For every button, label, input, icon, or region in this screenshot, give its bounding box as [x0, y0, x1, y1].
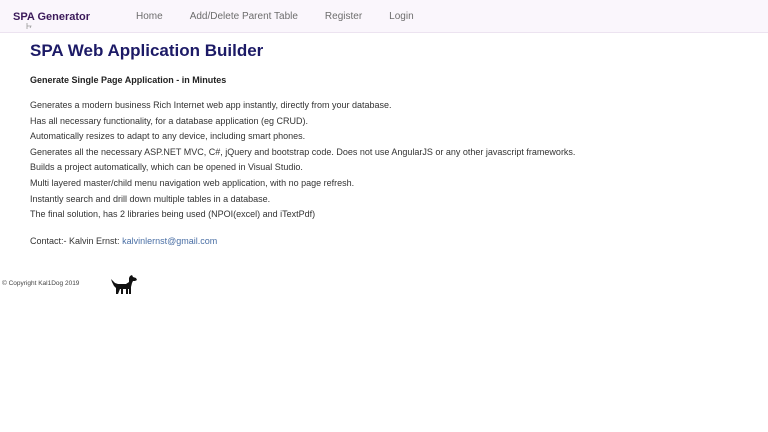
- nav-links: [136, 11, 441, 22]
- mouse-cursor-icon: [26, 22, 36, 30]
- feature-item: Instantly search and drill down multiple tables in a database.: [30, 193, 271, 204]
- contact-label: Contact:- Kalvin Ernst:: [30, 236, 120, 246]
- nav-link-register[interactable]: Register: [324, 11, 363, 22]
- nav-link-add-delete-parent-table[interactable]: Add/Delete Parent Table: [189, 11, 298, 22]
- navbar: [0, 0, 768, 33]
- page-subtitle: Generate Single Page Application - in Minutes: [30, 75, 227, 85]
- feature-list: [30, 98, 575, 223]
- feature-item: Automatically resizes to adapt to any device, including smart phones.: [30, 131, 306, 142]
- feature-item: The final solution, has 2 libraries being used (NPOI(excel) and iTextPdf): [30, 209, 316, 220]
- dog-icon: [110, 274, 138, 296]
- nav-link-home[interactable]: Home: [136, 11, 163, 22]
- feature-item: Builds a project automatically, which can be opened in Visual Studio.: [30, 162, 303, 173]
- contact-email-link[interactable]: kalvinlernst@gmail.com: [122, 236, 218, 246]
- feature-item: Has all necessary functionality, for a database application (eg CRUD).: [30, 115, 308, 126]
- feature-item: Generates a modern business Rich Internet web app instantly, directly from your database.: [30, 100, 392, 110]
- feature-item: Generates all the necessary ASP.NET MVC, C#, jQuery and bootstrap code. Does not use AngularJS or any other javascript frameworks.: [30, 146, 576, 157]
- nav-link-login[interactable]: Login: [389, 11, 414, 22]
- contact-line: [30, 236, 217, 246]
- feature-item: Multi layered master/child menu navigation web application, with no page refresh.: [30, 177, 355, 188]
- page-title: SPA Web Application Builder: [30, 41, 264, 60]
- brand-link[interactable]: SPA Generator: [13, 11, 91, 23]
- copyright-text: © Copyright Kal1Dog 2019: [2, 280, 80, 287]
